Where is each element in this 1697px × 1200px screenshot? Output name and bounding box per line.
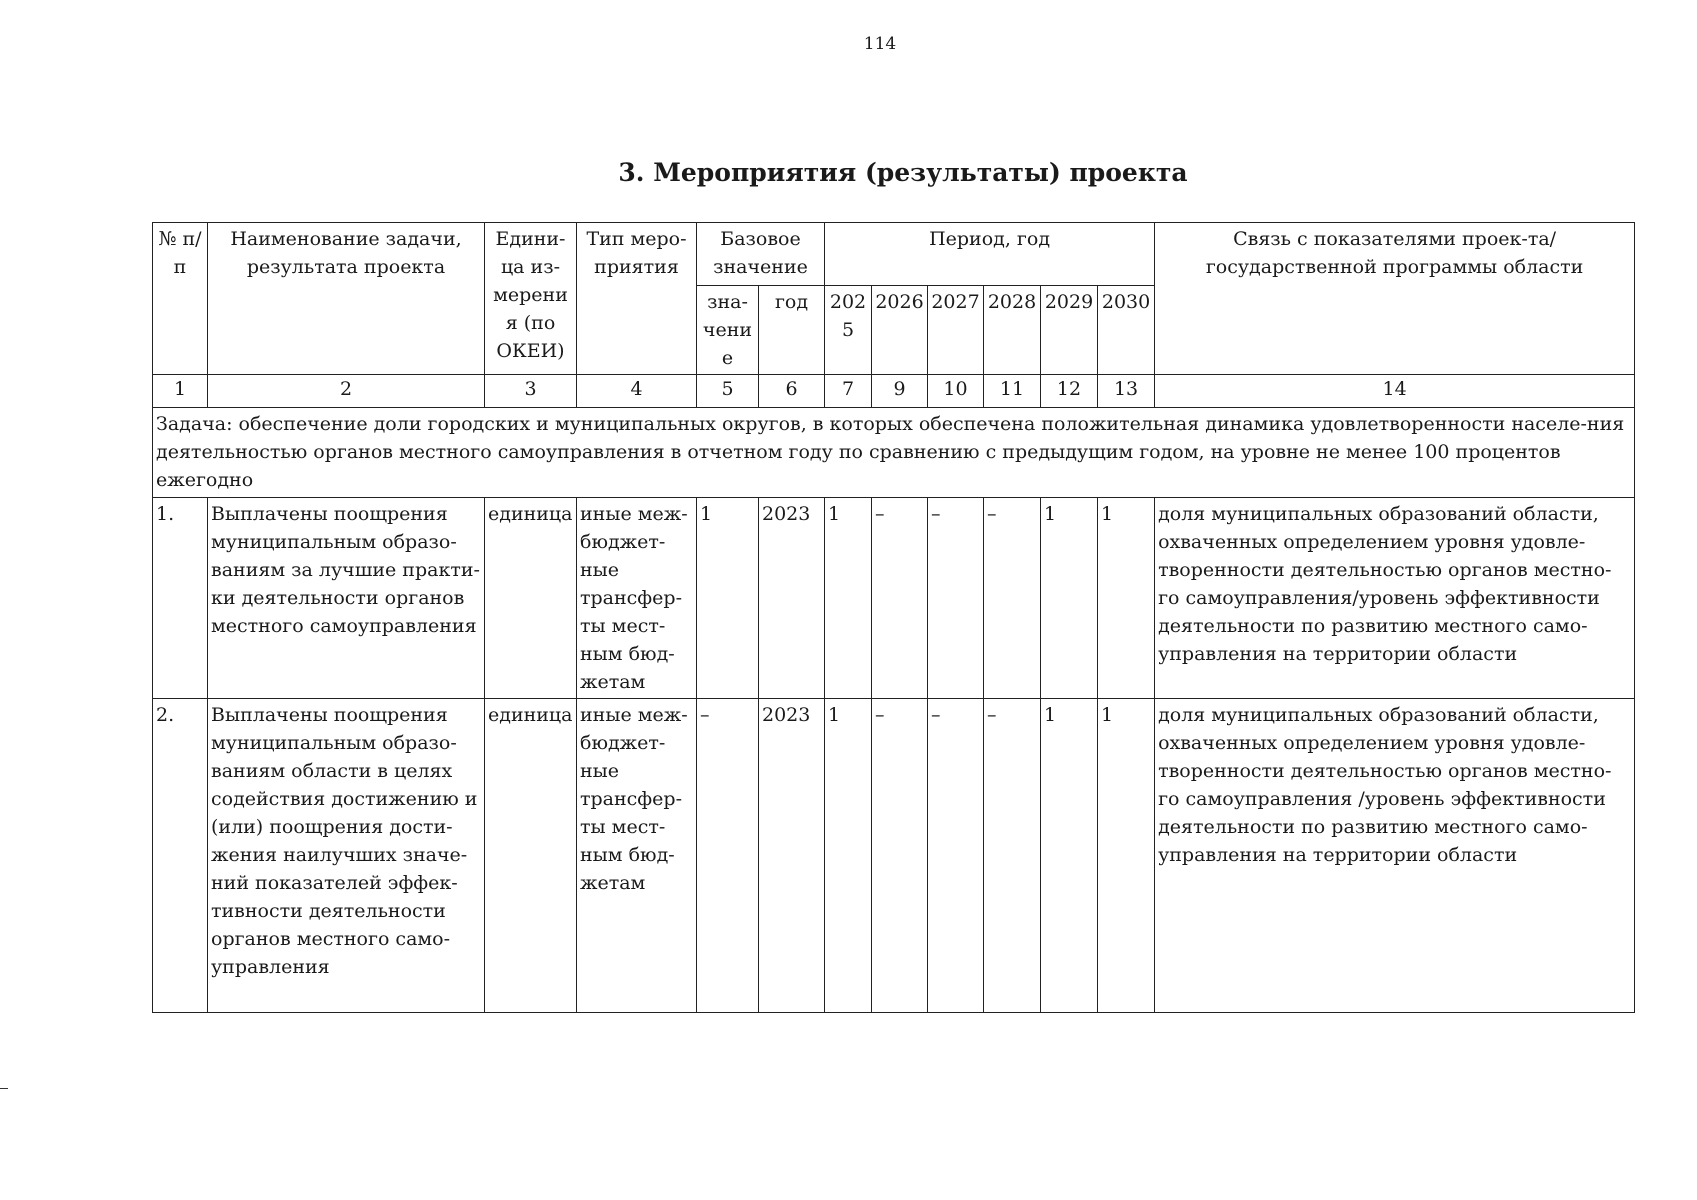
header-base-year: год xyxy=(759,286,825,375)
column-number: 3 xyxy=(485,375,577,408)
task-row: Задача: обеспечение доли городских и муниципальных округов, в которых обеспечена положительная динамика удовлетворенности населе-ния деятельностью органов местного самоуправления в отчетном году по сравнению с предыдущим годом, на уровне не менее 100 процентов ежегодно xyxy=(153,408,1635,498)
column-number: 13 xyxy=(1098,375,1155,408)
header-period: Период, год xyxy=(825,223,1155,286)
row-type: иные меж-бюджет-ные трансфер-ты мест-ным бюд-жетам xyxy=(577,498,697,699)
header-num: № п/п xyxy=(153,223,208,375)
column-number: 9 xyxy=(872,375,928,408)
section-title: 3. Мероприятия (результаты) проекта xyxy=(618,158,1188,187)
row-name: Выплачены поощрения муниципальным образо-ваниям области в целях содействия достижению и (или) поощрения дости-жения наилучших значе-ний показателей эффек-тивности деятельности органов местного само-управления xyxy=(208,699,485,1013)
margin-mark xyxy=(0,1088,8,1089)
page-number: 114 xyxy=(863,34,897,54)
row-unit: единица xyxy=(485,699,577,1013)
column-number: 14 xyxy=(1155,375,1635,408)
header-name: Наименование задачи, результата проекта xyxy=(208,223,485,375)
row-type: иные меж-бюджет-ные трансфер-ты мест-ным бюд-жетам xyxy=(577,699,697,1013)
row-year-2025: 1 xyxy=(825,498,872,699)
column-number: 11 xyxy=(984,375,1041,408)
header-link: Связь с показателями проек-та/государственной программы области xyxy=(1155,223,1635,375)
row-base-value: 1 xyxy=(697,498,759,699)
row-base-year: 2023 xyxy=(759,498,825,699)
row-year-2027: – xyxy=(928,699,984,1013)
column-number: 6 xyxy=(759,375,825,408)
row-link: доля муниципальных образований области, охваченных определением уровня удовле-творенности деятельностью органов местно-го самоуправления /уровень эффективности деятельности по развитию местного само-управления на территории области xyxy=(1155,699,1635,1013)
row-year-2029: 1 xyxy=(1041,498,1098,699)
header-year-2025: 2025 xyxy=(825,286,872,375)
header-year-2030: 2030 xyxy=(1098,286,1155,375)
header-year-2026: 2026 xyxy=(872,286,928,375)
row-year-2028: – xyxy=(984,498,1041,699)
header-year-2027: 2027 xyxy=(928,286,984,375)
row-num: 1. xyxy=(153,498,208,699)
column-number: 5 xyxy=(697,375,759,408)
row-year-2027: – xyxy=(928,498,984,699)
table-row xyxy=(153,699,1635,1013)
row-year-2030: 1 xyxy=(1098,498,1155,699)
column-number: 12 xyxy=(1041,375,1098,408)
row-base-value: – xyxy=(697,699,759,1013)
header-type: Тип меро-приятия xyxy=(577,223,697,375)
row-year-2026: – xyxy=(872,699,928,1013)
header-base: Базовое значение xyxy=(697,223,825,286)
header-unit: Едини-ца из-мерения (по ОКЕИ) xyxy=(485,223,577,375)
column-number: 7 xyxy=(825,375,872,408)
row-year-2026: – xyxy=(872,498,928,699)
row-num: 2. xyxy=(153,699,208,1013)
column-number: 1 xyxy=(153,375,208,408)
column-number: 4 xyxy=(577,375,697,408)
measures-table xyxy=(152,222,1635,1013)
column-number: 2 xyxy=(208,375,485,408)
row-year-2025: 1 xyxy=(825,699,872,1013)
row-unit: единица xyxy=(485,498,577,699)
row-year-2030: 1 xyxy=(1098,699,1155,1013)
row-link: доля муниципальных образований области, охваченных определением уровня удовле-творенности деятельностью органов местно-го самоуправления/уровень эффективности деятельности по развитию местного само-управления на территории области xyxy=(1155,498,1635,699)
row-base-year: 2023 xyxy=(759,699,825,1013)
row-name: Выплачены поощрения муниципальным образо-ваниям за лучшие практи-ки деятельности органов местного самоуправления xyxy=(208,498,485,699)
row-year-2029: 1 xyxy=(1041,699,1098,1013)
column-number: 10 xyxy=(928,375,984,408)
header-base-value: зна-чение xyxy=(697,286,759,375)
table-row xyxy=(153,498,1635,699)
row-year-2028: – xyxy=(984,699,1041,1013)
header-year-2028: 2028 xyxy=(984,286,1041,375)
header-year-2029: 2029 xyxy=(1041,286,1098,375)
